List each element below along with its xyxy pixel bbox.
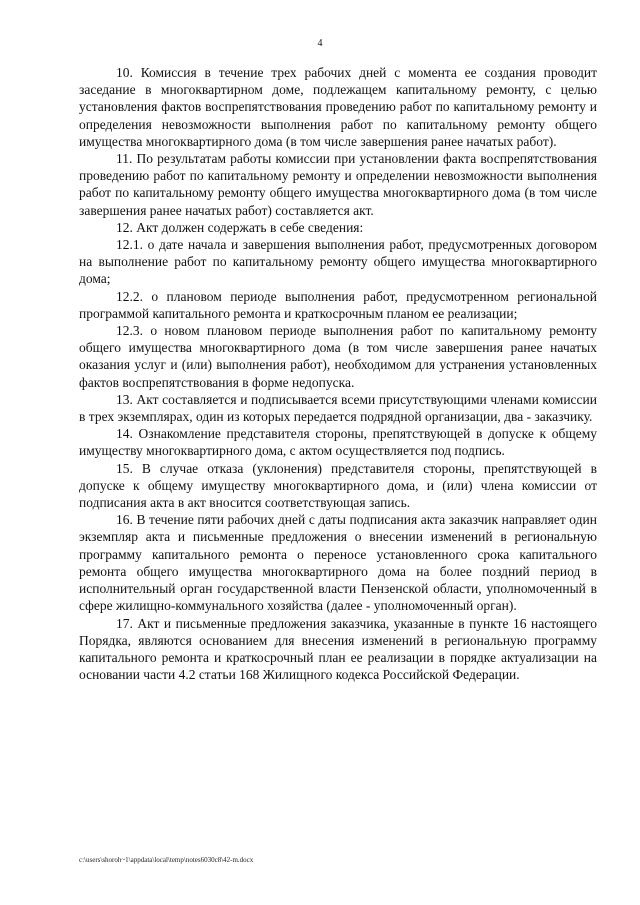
page-number: 4 bbox=[317, 38, 323, 49]
paragraph-15: 15. В случае отказа (уклонения) представителя стороны, препятствующей в допуске к общему имуществу многоквартирного дома, и (или) члена комиссии от подписания акта в акт вносится соответствующая запись. bbox=[79, 460, 597, 511]
paragraph-17: 17. Акт и письменные предложения заказчика, указанные в пункте 16 настоящего Порядка, являются основанием для внесения изменений в региональную программу капитального ремонта и краткосрочный план ее реализации в порядке актуализации на основании части 4.2 статьи 168 Жилищного кодекса Российской Федерации. bbox=[79, 615, 597, 683]
paragraph-16: 16. В течение пяти рабочих дней с даты подписания акта заказчик направляет один экземпляр акта и письменные предложения о внесении изменений в региональную программу капитального ремонта о переносе установленного срока капитального ремонта общего имущества многоквартирного дома на более поздний период в исполнительный орган государственной власти Пензенской области, уполномоченный в сфере жилищно-коммунального хозяйства (далее - уполномоченный орган). bbox=[79, 512, 597, 614]
document-body bbox=[79, 64, 597, 683]
paragraph-12: 12. Акт должен содержать в себе сведения: bbox=[116, 219, 364, 235]
paragraph-14: 14. Ознакомление представителя стороны, препятствующей в допуске к общему имуществу многоквартирного дома, с актом осуществляется под подпись. bbox=[79, 426, 597, 459]
paragraph-12-3: 12.3. о новом плановом периоде выполнения работ по капитальному ремонту общего имущества многоквартирного дома (в том числе завершения ранее начатых оказания услуг и (или) выполнения работ), необходимом для устранения установленных фактов воспрепятствования в форме недопуска. bbox=[79, 323, 597, 390]
paragraph-12-2: 12.2. о плановом периоде выполнения работ, предусмотренном региональной программой капитального ремонта и краткосрочным планом ее реализации; bbox=[79, 288, 597, 321]
paragraph-12-1: 12.1. о дате начала и завершения выполнения работ, предусмотренных договором на выполнение работ по капитальному ремонту общего имущества многоквартирного дома; bbox=[79, 237, 597, 287]
paragraph-11: 11. По результатам работы комиссии при установлении факта воспрепятствования проведению работ по капитальному ремонту и определении невозможности выполнения работ по капитальному ремонту общего имущества многоквартирного дома (в том числе завершения ранее начатых работ) составляется акт. bbox=[79, 151, 597, 218]
paragraph-13: 13. Акт составляется и подписывается всеми присутствующими членами комиссии в трех экземплярах, один из которых передается подрядной организации, два - заказчику. bbox=[79, 391, 597, 425]
footer-file-path: c:\users\shoroh~1\appdata\local\temp\notes6030c8\42-m.docx bbox=[79, 856, 254, 864]
paragraph-10: 10. Комиссия в течение трех рабочих дней с момента ее создания проводит заседание в многоквартирном доме, подлежащем капитальному ремонту, с целью установления фактов воспрепятствования проведению работ по капитальному ремонту и определения невозможности выполнения работ по капитальному ремонту общего имущества многоквартирного дома (в том числе завершения ранее начатых работ). bbox=[79, 65, 597, 149]
